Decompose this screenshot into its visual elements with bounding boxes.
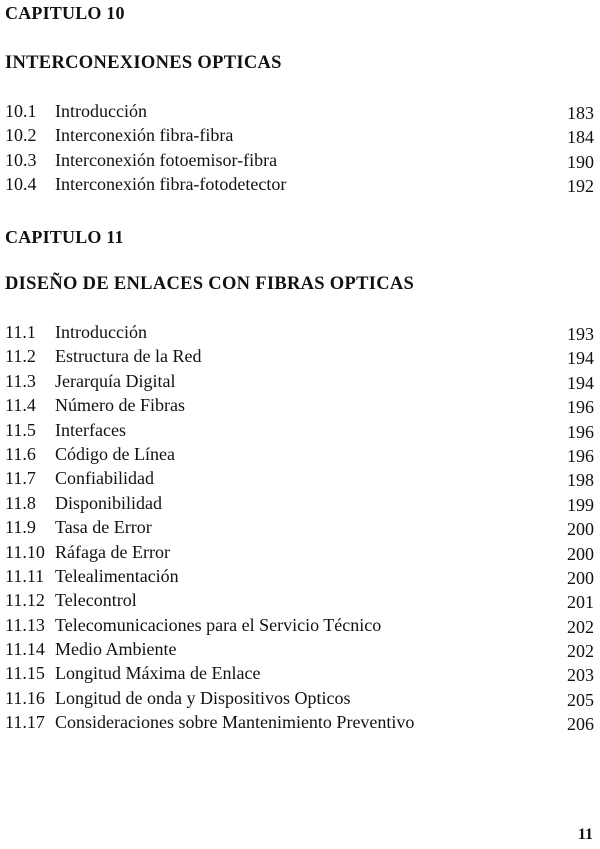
toc-entry-page: 198 (567, 470, 594, 491)
toc-entry-page: 183 (567, 103, 594, 123)
toc-entry-title: Introducción (55, 322, 147, 342)
toc-entry (5, 395, 594, 419)
toc-entry-page: 201 (567, 592, 594, 613)
toc-entry-title: Telealimentación (55, 565, 179, 586)
toc-entry-page: 196 (567, 397, 594, 418)
toc-entry-title: Confiabilidad (55, 468, 154, 489)
toc-entry-page: 190 (567, 151, 594, 172)
toc-entry-page: 200 (567, 567, 594, 588)
toc-entry-title: Estructura de la Red (55, 346, 202, 367)
toc-entry-page: 202 (567, 641, 594, 662)
toc-entry-number: 11.6 (5, 443, 36, 464)
toc-entry-title: Interfaces (55, 419, 126, 440)
toc-entry (5, 101, 594, 125)
toc-entry (5, 346, 594, 370)
toc-entry-number: 11.14 (5, 639, 45, 660)
toc-entry-title: Consideraciones sobre Mantenimiento Preventivo (55, 712, 415, 733)
toc-entry-number: 11.15 (5, 663, 45, 684)
toc-entry-number: 11.11 (5, 565, 45, 586)
toc-entry (5, 125, 594, 149)
toc-entry-title: Interconexión fotoemisor-fibra (55, 149, 278, 170)
toc-entry-number: 10.2 (5, 125, 37, 146)
chapter-11-heading: CAPITULO 11 (5, 227, 124, 247)
toc-entry-title: Código de Línea (55, 443, 175, 464)
toc-entry-number: 10.1 (5, 101, 37, 121)
toc-entry-title: Número de Fibras (55, 395, 185, 416)
toc-entry-title: Jerarquía Digital (55, 370, 176, 391)
toc-entry-number: 11.3 (5, 370, 36, 391)
toc-entry (5, 468, 594, 492)
toc-entry (5, 615, 594, 639)
toc-entry (5, 590, 594, 614)
chapter-11-toc (5, 322, 594, 737)
toc-entry-number: 11.9 (5, 517, 36, 538)
chapter-10-title: INTERCONEXIONES OPTICAS (5, 53, 282, 73)
toc-entry-page: 193 (567, 324, 594, 344)
toc-entry-page: 202 (567, 616, 594, 637)
toc-entry-title: Tasa de Error (55, 517, 152, 538)
toc-entry-title: Interconexión fibra-fotodetector (55, 174, 287, 195)
toc-entry-title: Telecontrol (55, 590, 137, 611)
toc-entry-number: 11.7 (5, 468, 36, 489)
toc-entry-number: 11.10 (5, 541, 45, 562)
toc-entry-title: Medio Ambiente (55, 639, 177, 660)
toc-entry-title: Longitud de onda y Dispositivos Opticos (55, 687, 351, 708)
toc-entry-page: 194 (567, 348, 594, 369)
toc-entry-number: 11.13 (5, 614, 45, 635)
chapter-10-heading: CAPITULO 10 (5, 3, 125, 23)
toc-entry-number: 11.4 (5, 395, 36, 416)
toc-entry (5, 174, 594, 198)
toc-entry (5, 150, 594, 174)
toc-entry-page: 194 (567, 372, 594, 393)
toc-entry-title: Introducción (55, 101, 147, 121)
toc-entry-title: Telecomunicaciones para el Servicio Técnico (55, 614, 382, 635)
toc-entry (5, 663, 594, 687)
toc-entry (5, 444, 594, 468)
toc-entry-number: 11.5 (5, 419, 36, 440)
toc-entry-page: 196 (567, 445, 594, 466)
page-number: 11 (577, 826, 593, 843)
toc-entry (5, 420, 594, 444)
toc-entry (5, 371, 594, 395)
toc-entry-page: 200 (567, 543, 594, 564)
toc-entry-title: Interconexión fibra-fibra (55, 125, 234, 146)
toc-entry (5, 322, 594, 346)
toc-entry-number: 11.17 (5, 712, 45, 733)
toc-entry-title: Disponibilidad (55, 492, 162, 513)
toc-entry-page: 184 (567, 127, 594, 148)
toc-entry-page: 199 (567, 494, 594, 515)
toc-entry-number: 11.12 (5, 590, 45, 611)
toc-entry-number: 11.1 (5, 322, 36, 342)
toc-entry-page: 200 (567, 519, 594, 540)
toc-entry (5, 542, 594, 566)
toc-entry (5, 688, 594, 712)
toc-entry-title: Longitud Máxima de Enlace (55, 663, 261, 684)
toc-entry-page: 192 (567, 176, 594, 197)
toc-entry-page: 206 (567, 714, 594, 735)
toc-entry (5, 493, 594, 517)
chapter-11-title: DISEÑO DE ENLACES CON FIBRAS OPTICAS (5, 274, 415, 294)
toc-entry-number: 11.16 (5, 687, 45, 708)
chapter-10-toc (5, 101, 594, 199)
toc-entry-number: 10.4 (5, 174, 37, 195)
toc-entry-title: Ráfaga de Error (55, 541, 170, 562)
toc-entry-number: 11.8 (5, 492, 36, 513)
toc-entry (5, 517, 594, 541)
toc-entry-number: 11.2 (5, 346, 36, 367)
toc-entry (5, 712, 594, 736)
toc-entry-page: 203 (567, 665, 594, 686)
toc-entry (5, 639, 594, 663)
toc-entry-number: 10.3 (5, 149, 37, 170)
toc-entry (5, 566, 594, 590)
toc-entry-page: 196 (567, 421, 594, 442)
toc-entry-page: 205 (567, 689, 594, 710)
